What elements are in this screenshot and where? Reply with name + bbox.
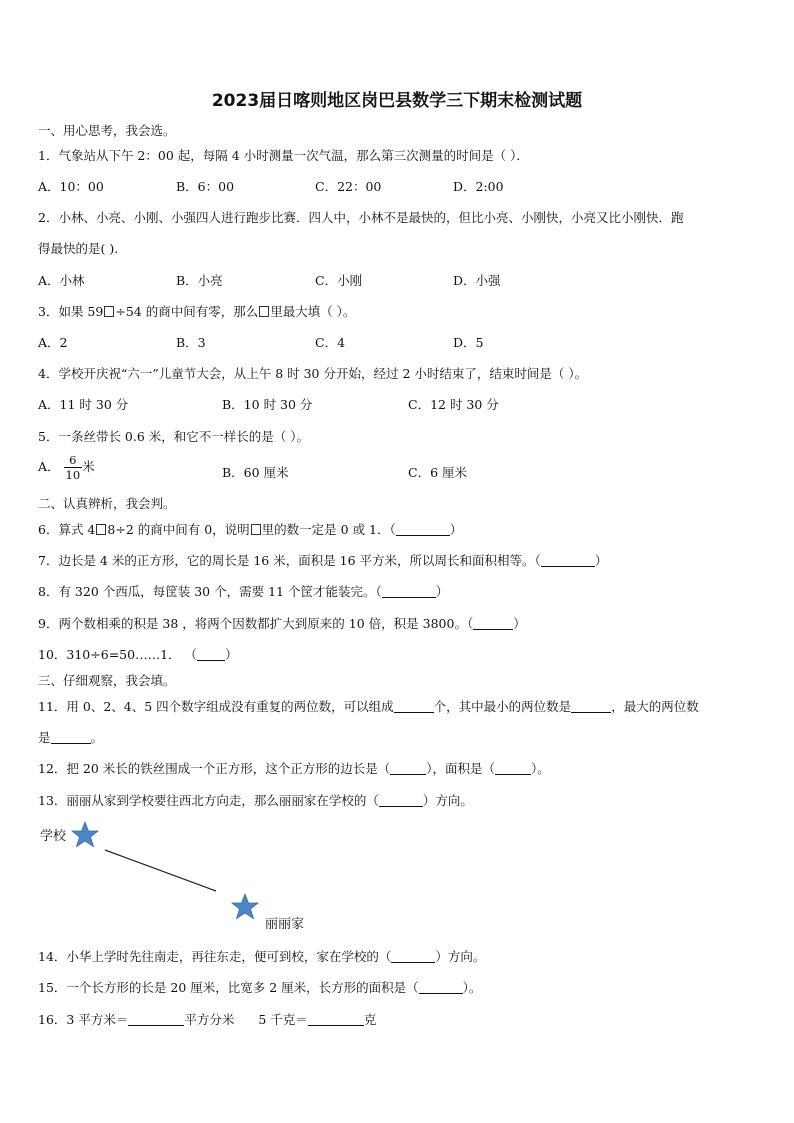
q16-b: 平方分米 <box>184 1012 235 1027</box>
q3-option-b: B．3 <box>176 335 206 350</box>
q12-a: 12．把 20 米长的铁丝围成一个正方形，这个正方形的边长是（ <box>38 761 391 776</box>
q1-option-d: D．2:00 <box>453 179 504 194</box>
question-4: 4．学校开庆祝“六一”儿童节大会，从上午 8 时 30 分开始，经过 2 小时结束了，结束时间是（ ）。 <box>38 366 588 381</box>
question-16 <box>38 1010 376 1028</box>
question-2-line-2: 得最快的是( ). <box>38 241 119 256</box>
q11-e: 。 <box>90 730 104 745</box>
question-11-line-1 <box>38 697 699 715</box>
question-7 <box>38 551 607 569</box>
q6-post: 8÷2 的商中间有 0，说明 <box>107 522 250 537</box>
q11-d: 是 <box>38 730 51 745</box>
q1-option-a: A．10：00 <box>38 179 104 194</box>
q9-end: ） <box>513 616 526 631</box>
q3-option-c: C．4 <box>315 335 346 350</box>
answer-blank[interactable] <box>382 585 436 598</box>
q15-b: ）。 <box>462 980 482 995</box>
question-13 <box>38 791 473 809</box>
answer-blank[interactable] <box>391 950 435 963</box>
question-2-line-1: 2．小林、小亮、小刚、小强四人进行跑步比赛．四人中，小林不是最快的，但比小亮、小刚快，小亮又比小刚快．跑 <box>38 210 684 225</box>
q7-end: ） <box>594 553 608 568</box>
q5-option-a <box>38 453 95 482</box>
q12-c: ）。 <box>531 761 550 776</box>
section-heading-3: 三、仔细观察，我会填。 <box>38 673 176 688</box>
q10-end: ） <box>225 647 238 662</box>
question-12 <box>38 759 550 777</box>
question-6 <box>38 520 462 538</box>
q11-a: 11．用 0、2、4、5 四个数字组成没有重复的两位数，可以组成 <box>38 699 394 714</box>
question-15 <box>38 978 481 996</box>
question-9 <box>38 614 526 632</box>
answer-blank[interactable] <box>495 762 531 775</box>
q2-option-d: D．小强 <box>453 273 501 288</box>
q16-a: 16．3 平方米＝ <box>38 1012 129 1027</box>
question-11-line-2 <box>38 728 103 746</box>
q14-b: ）方向。 <box>435 949 486 964</box>
home-star-icon <box>232 894 258 919</box>
q6-end: ） <box>449 522 463 537</box>
answer-blank[interactable] <box>473 617 513 630</box>
q13-a: 13．丽丽从家到学校要往西北方向走，那么丽丽家在学校的（ <box>38 793 379 808</box>
direction-diagram <box>70 820 270 940</box>
question-1: 1．气象站从下午 2：00 起，每隔 4 小时测量一次气温，那么第三次测量的时间是（ ）． <box>38 148 529 163</box>
question-5: 5．一条丝带长 0.6 米，和它不一样长的是（ ）。 <box>38 429 310 444</box>
q2-option-c: C．小刚 <box>315 273 363 288</box>
q5-option-a-unit: 米 <box>82 459 95 474</box>
q1-option-c: C．22：00 <box>315 179 382 194</box>
fraction <box>64 453 83 482</box>
q3-mid: ÷54 的商中间有零，那么 <box>115 304 259 319</box>
q16-c: 5 千克＝ <box>258 1012 308 1027</box>
answer-blank[interactable] <box>396 523 450 536</box>
school-star-icon <box>72 822 98 847</box>
q14-a: 14．小华上学时先往南走，再往东走，便可到校，家在学校的（ <box>38 949 392 964</box>
answer-blank[interactable] <box>419 981 463 994</box>
q13-b: ）方向。 <box>422 793 473 808</box>
q8-end: ） <box>435 584 449 599</box>
q15-a: 15．一个长方形的长是 20 厘米，比宽多 2 厘米，长方形的面积是（ <box>38 980 419 995</box>
q10-text: 10．310÷6=50……1． （ <box>38 647 197 662</box>
blank-box-icon <box>96 524 106 535</box>
answer-blank[interactable] <box>197 648 225 661</box>
section-heading-1: 一、用心思考，我会选。 <box>38 123 176 138</box>
route-line <box>105 850 216 891</box>
answer-blank[interactable] <box>541 554 595 567</box>
q8-text: 8．有 320 个西瓜，每筐装 30 个，需要 11 个筐才能装完。（ <box>38 584 382 599</box>
q1-option-b: B．6：00 <box>176 179 235 194</box>
section-heading-2: 二、认真辨析，我会判。 <box>38 496 176 511</box>
school-label: 学校 <box>40 829 67 844</box>
q6-post2: 里的数一定是 0 或 1．（ <box>261 522 396 537</box>
fraction-denominator: 10 <box>65 468 81 482</box>
fraction-numerator: 6 <box>64 453 83 468</box>
q3-option-a: A．2 <box>38 335 68 350</box>
q3-pre: 3．如果 59 <box>38 304 104 319</box>
page-title: 2023届日喀则地区岗巴县数学三下期末检测试题 <box>211 91 583 111</box>
blank-box-icon <box>259 306 269 317</box>
question-3 <box>38 302 355 320</box>
q2-option-a: A．小林 <box>38 273 85 288</box>
q7-text: 7．边长是 4 米的正方形，它的周长是 16 米，面积是 16 平方米，所以周长和面积相等。（ <box>38 553 541 568</box>
q9-text: 9．两个数相乘的积是 38 ，将两个因数都扩大到原来的 10 倍，积是 3800。（ <box>38 616 474 631</box>
q11-c: ，最大的两位数 <box>611 699 699 714</box>
answer-blank[interactable] <box>308 1013 364 1026</box>
question-10 <box>38 645 238 663</box>
q5-option-a-prefix: A． <box>38 459 60 474</box>
q6-pre: 6．算式 4 <box>38 522 96 537</box>
answer-blank[interactable] <box>51 731 91 744</box>
q5-option-c: C．6 厘米 <box>408 465 467 480</box>
answer-blank[interactable] <box>394 700 434 713</box>
q2-option-b: B．小亮 <box>176 273 223 288</box>
question-8 <box>38 582 448 600</box>
answer-blank[interactable] <box>128 1013 184 1026</box>
answer-blank[interactable] <box>379 794 423 807</box>
q5-option-b: B．60 厘米 <box>222 465 289 480</box>
blank-box-icon <box>251 524 261 535</box>
q4-option-c: C．12 时 30 分 <box>408 397 499 412</box>
q4-option-a: A．11 时 30 分 <box>38 397 129 412</box>
question-14 <box>38 947 485 965</box>
q12-b: ），面积是（ <box>426 761 496 776</box>
answer-blank[interactable] <box>571 700 611 713</box>
q11-b: 个，其中最小的两位数是 <box>433 699 572 714</box>
q16-d: 克 <box>363 1012 377 1027</box>
answer-blank[interactable] <box>390 762 426 775</box>
blank-box-icon <box>104 306 114 317</box>
home-label: 丽丽家 <box>265 917 305 932</box>
q3-post: 里最大填（ ）。 <box>270 304 356 319</box>
q3-option-d: D．5 <box>453 335 484 350</box>
q4-option-b: B．10 时 30 分 <box>222 397 313 412</box>
